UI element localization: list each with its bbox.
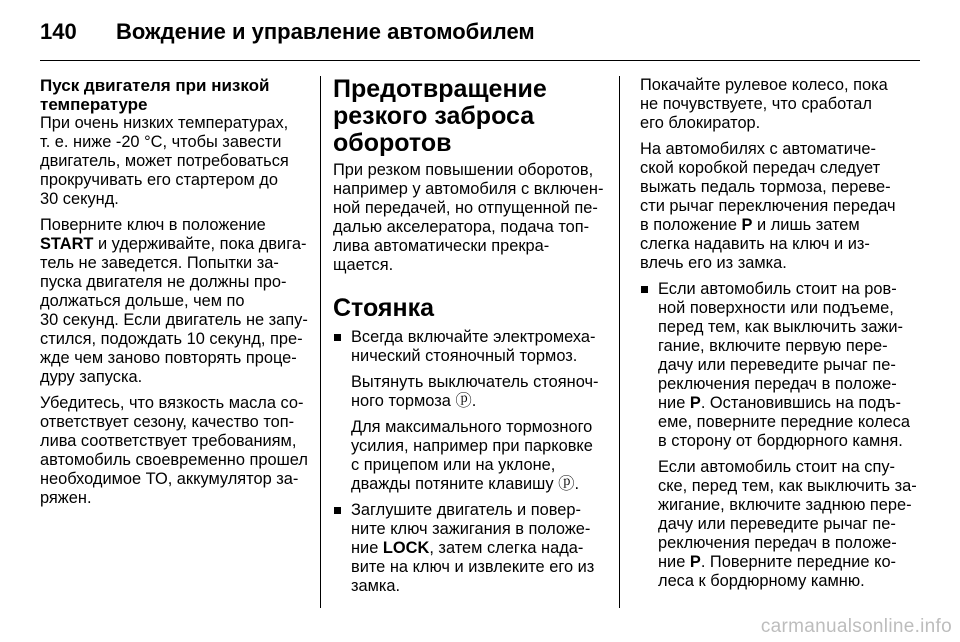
gear-position-p: P — [689, 394, 701, 412]
paragraph: Покачайте рулевое колесо, пока не почувствуете, что сработал его блокиратор. — [640, 76, 888, 132]
gear-position-p: P — [689, 553, 701, 571]
paragraph: Для максимального тормозного усилия, например при парковке с прицепом или на уклоне, дважды потяните клавишу ⓟ. — [351, 418, 593, 493]
header-rule — [40, 60, 920, 61]
page-number: 140 — [40, 19, 77, 44]
bullet-item: Если автомобиль стоит на ров- ной поверхности или подъеме, перед тем, как выключить зажи- гание, включите первую пере- дачу или переведите рычаг пе- реключения передач в положе- ние P. Остановившись на подъ- еме, поверните передние колеса в сторону от бордюрного камня. — [640, 280, 920, 451]
column-1 — [40, 76, 310, 515]
gear-position-p: P — [741, 216, 753, 234]
bullet-item: Всегда включайте электромеха- нический стояночный тормоз. — [333, 328, 608, 366]
paragraph: Поверните ключ в положение START и удерживайте, пока двига- тель не заведется. Попытки за- пуска двигателя не должны про- должаться дольше, чем по 30 секунд. Если двигатель не запу- стился, подождать 10 секунд, пре- жде чем заново повторять проце- дуру запуска. — [40, 216, 308, 386]
watermark: carmanualsonline.info — [760, 616, 952, 637]
paragraph: Убедитесь, что вязкость масла со- ответствует сезону, качество топ- лива соответствует требованиям, автомобиль своевременно прошел необходимое ТО, аккумулятор за- ряжен. — [40, 394, 308, 507]
paragraph: Если автомобиль стоит на спу- ске, перед тем, как выключить за- жигание, включите заднюю пере- дачу или переведите рычаг пе- реключения передач в положе- ние P. Поверните передние ко- леса к бордюрному камню. — [658, 458, 917, 590]
key-position-lock: LOCK — [382, 539, 430, 557]
column-divider — [619, 76, 620, 608]
bullet-item: Заглушите двигатель и повер- ните ключ зажигания в положе- ние LOCK, затем слегка нада- вите на ключ и извлеките его из замка. — [333, 501, 608, 596]
section-heading-overrun: Предотвращение резкого заброса оборотов — [333, 75, 547, 157]
paragraph: При очень низких температурах, т. е. ниже -20 °C, чтобы завести двигатель, может потребоваться прокручивать его стартером до 30 секунд. — [40, 114, 289, 208]
section-heading-cold-start: Пуск двигателя при низкой температуре — [40, 76, 270, 114]
section-heading-parking: Стоянка — [333, 294, 435, 322]
paragraph: На автомобилях с автоматиче- ской коробкой передач следует выжать педаль тормоза, переве- сти рычаг переключения передач в положение P и лишь затем слегка надавить на ключ и из- влечь его из замка. — [640, 140, 896, 272]
page-header — [40, 14, 535, 50]
column-divider — [320, 76, 321, 608]
column-3 — [640, 76, 920, 598]
chapter-title: Вождение и управление автомобилем — [116, 19, 535, 44]
paragraph: При резком повышении оборотов, например у автомобиля с включен- ной передачей, но отпущенной пе- далью акселератора, подача топ- лива автоматически прекра- щается. — [333, 161, 604, 274]
key-position-start: START — [40, 235, 94, 253]
paragraph: Вытянуть выключатель стояноч- ного тормоза ⓟ. — [351, 373, 599, 410]
column-2 — [333, 76, 608, 603]
